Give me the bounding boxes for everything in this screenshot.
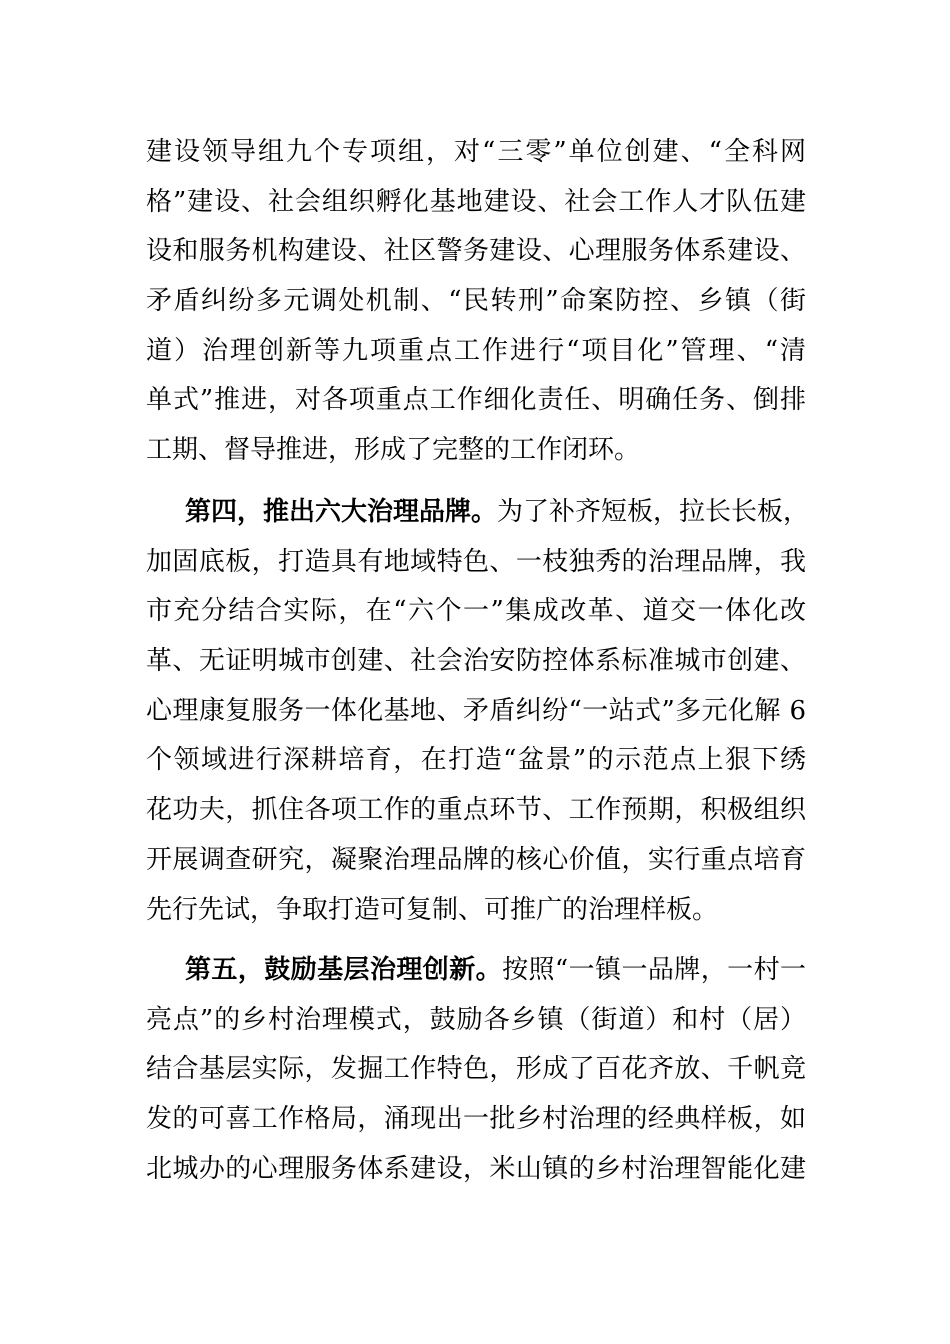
text-line: 格”建设、社会组织孵化基地建设、社会工作人才队伍建	[146, 186, 806, 217]
text-line: 个领域进行深耕培育，在打造“盆景”的示范点上狠下绣	[146, 745, 806, 776]
text-line: 单式”推进，对各项重点工作细化责任、明确任务、倒排	[146, 385, 806, 416]
text-line: 心理康复服务一体化基地、矛盾纠纷“一站式”多元化解 6	[146, 695, 806, 726]
text-line: 发的可喜工作格局，涌现出一批乡村治理的经典样板，如	[146, 1104, 806, 1135]
text-line: 建设领导组九个专项组，对“三零”单位创建、“全科网	[146, 137, 806, 167]
paragraph-project-management	[146, 128, 806, 476]
section-heading: 第五，鼓励基层治理创新。	[185, 955, 503, 985]
text-line: 结合基层实际，发掘工作特色，形成了百花齐放、千帆竞	[146, 1054, 806, 1085]
section-heading: 第四，推出六大治理品牌。	[185, 497, 498, 527]
text-line	[146, 946, 806, 996]
text-line: 加固底板，打造具有地域特色、一枝独秀的治理品牌，我	[146, 546, 806, 577]
text-line: 道）治理创新等九项重点工作进行“项目化”管理、“清	[146, 335, 806, 366]
text-line	[146, 488, 810, 538]
text-run: 按照“一镇一品牌，一村一	[502, 955, 806, 985]
text-line: 花功夫，抓住各项工作的重点环节、工作预期，积极组织	[146, 795, 806, 826]
text-line: 矛盾纠纷多元调处机制、“民转刑”命案防控、乡镇（街	[146, 286, 806, 317]
text-line: 先行先试，争取打造可复制、可推广的治理样板。	[146, 894, 719, 925]
paragraph-grassroots-innovation	[146, 946, 806, 1194]
text-line: 亮点”的乡村治理模式，鼓励各乡镇（街道）和村（居）	[146, 1004, 806, 1035]
text-line: 市充分结合实际，在“六个一”集成改革、道交一体化改	[146, 596, 806, 627]
text-line: 工期、督导推进，形成了完整的工作闭环。	[146, 435, 641, 466]
text-line: 开展调查研究，凝聚治理品牌的核心价值，实行重点培育	[146, 844, 806, 875]
text-line: 设和服务机构建设、社区警务建设、心理服务体系建设、	[146, 236, 806, 267]
text-line: 革、无证明城市创建、社会治安防控体系标准城市创建、	[146, 646, 806, 677]
text-run: 为了补齐短板，拉长长板，	[497, 497, 810, 527]
text-line: 北城办的心理服务体系建设，米山镇的乡村治理智能化建	[146, 1153, 806, 1184]
paragraph-governance-brands	[146, 488, 810, 935]
